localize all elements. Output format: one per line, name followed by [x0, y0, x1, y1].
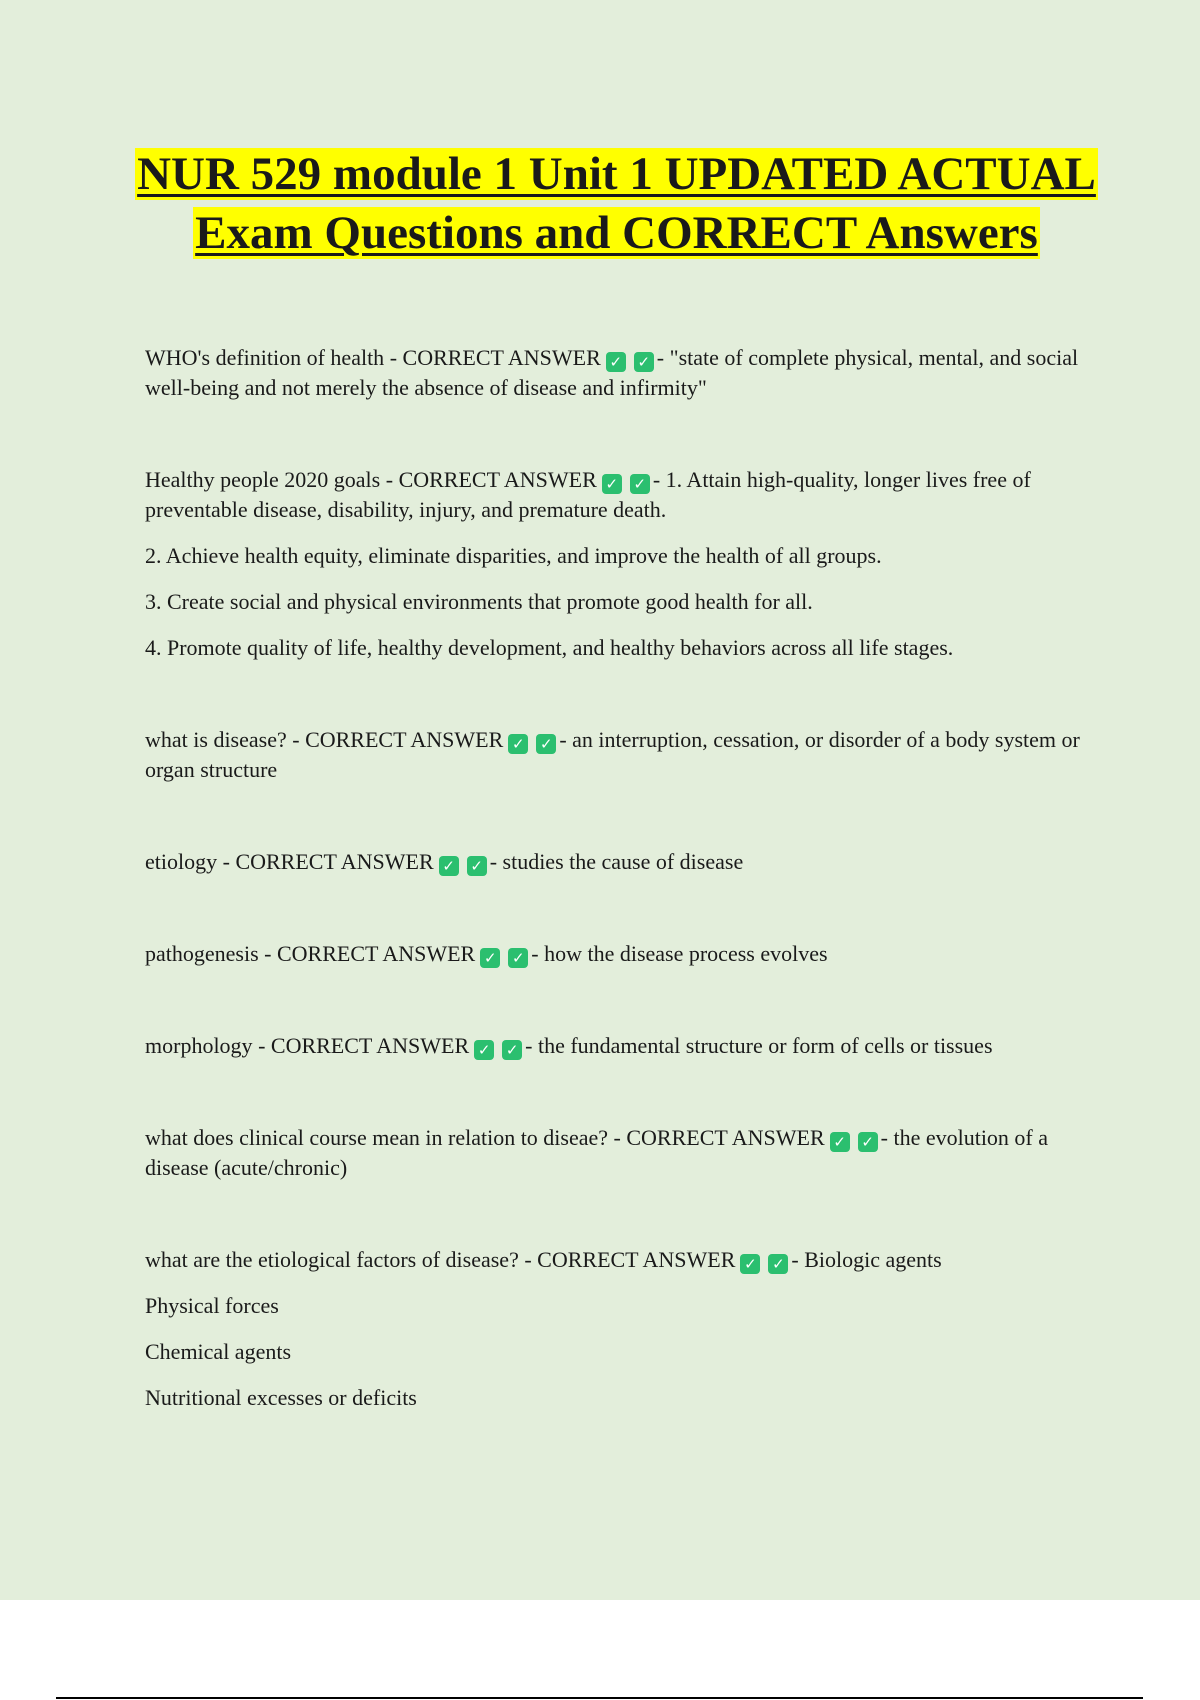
qa-line: what is disease? - CORRECT ANSWER ✓ ✓ - an interruption, cessation, or disorder of a body system or organ structure	[145, 727, 1080, 782]
answer-text: an interruption, cessation, or disorder of a body system or organ structure	[145, 727, 1080, 782]
question-text: WHO's definition of health	[145, 345, 385, 370]
check-icon: ✓	[467, 856, 487, 876]
qa-item	[145, 1031, 1090, 1061]
page-divider	[56, 1697, 1143, 1699]
answer-text: the fundamental structure or form of cells or tissues	[537, 1033, 993, 1058]
answer-text: how the disease process evolves	[544, 941, 828, 966]
qa-item	[145, 1123, 1090, 1183]
question-text: what does clinical course mean in relation to diseae?	[145, 1125, 609, 1150]
page-title-text: NUR 529 module 1 Unit 1 UPDATED ACTUAL Exam Questions and CORRECT Answers	[137, 148, 1096, 259]
qa-line: WHO's definition of health - CORRECT ANSWER ✓ ✓ - "state of complete physical, mental, and social well-being and not merely the absence of disease and infirmity"	[145, 345, 1079, 400]
check-icon: ✓	[536, 734, 556, 754]
qa-line: morphology - CORRECT ANSWER ✓ ✓ - the fundamental structure or form of cells or tissues	[145, 1033, 993, 1059]
qa-item	[145, 343, 1090, 403]
answer-continuation: 2. Achieve health equity, eliminate disparities, and improve the health of all groups.	[145, 543, 882, 568]
question-text: pathogenesis	[145, 941, 259, 966]
check-icon: ✓	[474, 1040, 494, 1060]
check-icon: ✓	[630, 474, 650, 494]
check-icon: ✓	[439, 856, 459, 876]
check-icon: ✓	[508, 734, 528, 754]
qa-item	[145, 465, 1090, 663]
answer-marker: CORRECT ANSWER	[235, 849, 434, 874]
qa-line: Healthy people 2020 goals - CORRECT ANSWER ✓ ✓ - 1. Attain high-quality, longer lives free of preventable disease, disability, injury, and premature death.	[145, 467, 1031, 522]
question-text: what are the etiological factors of disease?	[145, 1247, 519, 1272]
check-icon: ✓	[740, 1254, 760, 1274]
answer-continuation: 4. Promote quality of life, healthy development, and healthy behaviors across all life stages.	[145, 635, 954, 660]
check-icon: ✓	[606, 352, 626, 372]
qa-line: etiology - CORRECT ANSWER ✓ ✓ - studies the cause of disease	[145, 849, 744, 875]
answer-continuation: 3. Create social and physical environments that promote good health for all.	[145, 589, 813, 614]
check-icon: ✓	[508, 948, 528, 968]
answer-marker: CORRECT ANSWER	[398, 467, 597, 492]
answer-marker: CORRECT ANSWER	[276, 941, 476, 966]
check-icon: ✓	[830, 1132, 850, 1152]
check-icon: ✓	[502, 1040, 522, 1060]
answer-marker: CORRECT ANSWER	[305, 727, 504, 752]
answer-continuation: Nutritional excesses or deficits	[145, 1385, 417, 1410]
qa-line: what are the etiological factors of disease? - CORRECT ANSWER ✓ ✓ - Biologic agents	[145, 1247, 942, 1273]
answer-continuation: Chemical agents	[145, 1339, 292, 1364]
check-icon: ✓	[602, 474, 622, 494]
qa-item	[145, 1245, 1090, 1413]
question-text: morphology	[145, 1033, 253, 1058]
qa-list	[145, 343, 1090, 1413]
check-icon: ✓	[634, 352, 654, 372]
answer-text: 1. Attain high-quality, longer lives free of preventable disease, disability, injury, and premature death.	[145, 467, 1031, 522]
page-title	[120, 145, 1113, 263]
qa-item	[145, 725, 1090, 785]
check-icon: ✓	[768, 1254, 788, 1274]
qa-line: what does clinical course mean in relation to diseae? - CORRECT ANSWER ✓ ✓ - the evolution of a disease (acute/chronic)	[145, 1125, 1049, 1180]
answer-text: studies the cause of disease	[502, 849, 744, 874]
answer-marker: CORRECT ANSWER	[626, 1125, 825, 1150]
answer-marker: CORRECT ANSWER	[537, 1247, 736, 1272]
answer-text: the evolution of a disease (acute/chronic)	[145, 1125, 1049, 1180]
answer-marker: CORRECT ANSWER	[402, 345, 601, 370]
answer-marker: CORRECT ANSWER	[270, 1033, 470, 1058]
answer-continuation: Physical forces	[145, 1293, 279, 1318]
question-text: what is disease?	[145, 727, 287, 752]
qa-item	[145, 847, 1090, 877]
question-text: Healthy people 2020 goals	[145, 467, 381, 492]
question-text: etiology	[145, 849, 218, 874]
answer-text: Biologic agents	[804, 1247, 942, 1272]
check-icon: ✓	[480, 948, 500, 968]
check-icon: ✓	[858, 1132, 878, 1152]
answer-text: "state of complete physical, mental, and social well-being and not merely the absence of disease and infirmity"	[145, 345, 1079, 400]
qa-line: pathogenesis - CORRECT ANSWER ✓ ✓ - how the disease process evolves	[145, 941, 828, 967]
qa-item	[145, 939, 1090, 969]
